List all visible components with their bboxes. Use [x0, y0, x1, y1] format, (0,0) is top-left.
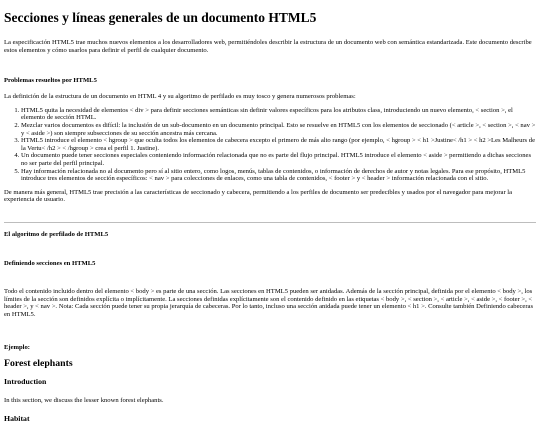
example-heading-forest-elephants: Forest elephants	[4, 358, 73, 370]
document-page	[0, 10, 540, 423]
list-item: 5. Hay información relacionada no al documento pero sí al sitio entero, como logos, menús, tablas de contenidos, o información de derechos de autor y notas legales. Para ese propósito, HTML5 introduce tres elementos de sección específicos: < nav > para colecciones de enlaces, como una tabla de contenidos, < footer > y < header > información relacionada con el sitio.	[21, 168, 536, 183]
section-divider	[4, 222, 536, 223]
section-heading-algorithm: El algoritmo de perfilado de HTML5	[4, 230, 109, 238]
problems-list	[4, 107, 536, 183]
example-heading-habitat: Habitat	[4, 413, 30, 423]
list-item: 4. Un documento puede tener secciones especiales conteniendo información relacionada que no es parte del flujo principal. HTML5 introduce el elemento < aside > permitiendo a dichas secciones no ser parte del perfil principal.	[21, 152, 536, 167]
list-item: 2. Mezclar varios documentos es difícil: la inclusión de un sub-documento en un documento principal. Esto se resuelve en HTML5 con los elementos de seccionado (< article >, < section >, < nav > y < aside >) son siempre subsecciones de su sección ancestra más cercana.	[21, 122, 536, 137]
list-item: 3. HTML5 introduce el elemento < hgroup > que oculta todos los elementos de cabecera excepto el primero de más alto rango (por ejemplo, < hgroup > < h1 >Justine< /h1 > < h2 >Les Malheurs de la Vertu< /h2 > < /hgroup > crea el perfil 1. Justine).	[21, 137, 536, 152]
example-intro-paragraph: In this section, we discuss the lesser known forest elephants.	[4, 397, 164, 405]
problems-closing-paragraph: De manera más general, HTML5 trae precisión a las características de seccionado y cabecera, permitiendo a los perfiles de documento ser predecibles y usados por el navegador para mejorar la experiencia de usuario.	[4, 188, 513, 204]
section-heading-problems: Problemas resueltos por HTML5	[4, 77, 97, 85]
section-heading-defining: Definiendo secciones en HTML5	[4, 259, 96, 267]
example-label: Ejemplo:	[4, 344, 31, 352]
list-item: 1. HTML5 quita la necesidad de elementos < div > para definir secciones semánticas sin definir valores específicos para los atributos class, introduciendo un nuevo elemento, < section >, el elemento de sección HTML.	[21, 107, 536, 122]
example-heading-introduction: Introduction	[4, 377, 47, 387]
defining-paragraph: Todo el contenido incluido dentro del elemento < body > es parte de una sección. Las secciones en HTML5 pueden ser anidadas. Además de la sección principal, definida por el elemento < body >, los límites de la sección son definidos explícita o implícitamente. La secciones definidas explícitamente son el contenido definido en las etiquetas < body >, < section >, < article >, < aside >, < footer >, < header >, y < nav >. Nota: Cada sección puede tener su propia jerarquía de cabeceras. Por lo tanto, incluso una sección anidada puede tener un elemento < h1 >. Consulte también Definiendo cabeceras en HTML5.	[4, 287, 534, 318]
problems-paragraph: La definición de la estructura de un documento en HTML 4 y su algoritmo de perfilado es muy tosco y genera numerosos problemas:	[4, 93, 356, 101]
page-title: Secciones y líneas generales de un documento HTML5	[4, 10, 317, 25]
intro-paragraph: La especificación HTML5 trae muchos nuevos elementos a los desarrolladores web, permitiéndoles describir la estructura de un documento web con semántica estandarizada. Este documento describe estos elementos y cómo usarlos para definir el perfil de cualquier documento.	[4, 39, 532, 54]
